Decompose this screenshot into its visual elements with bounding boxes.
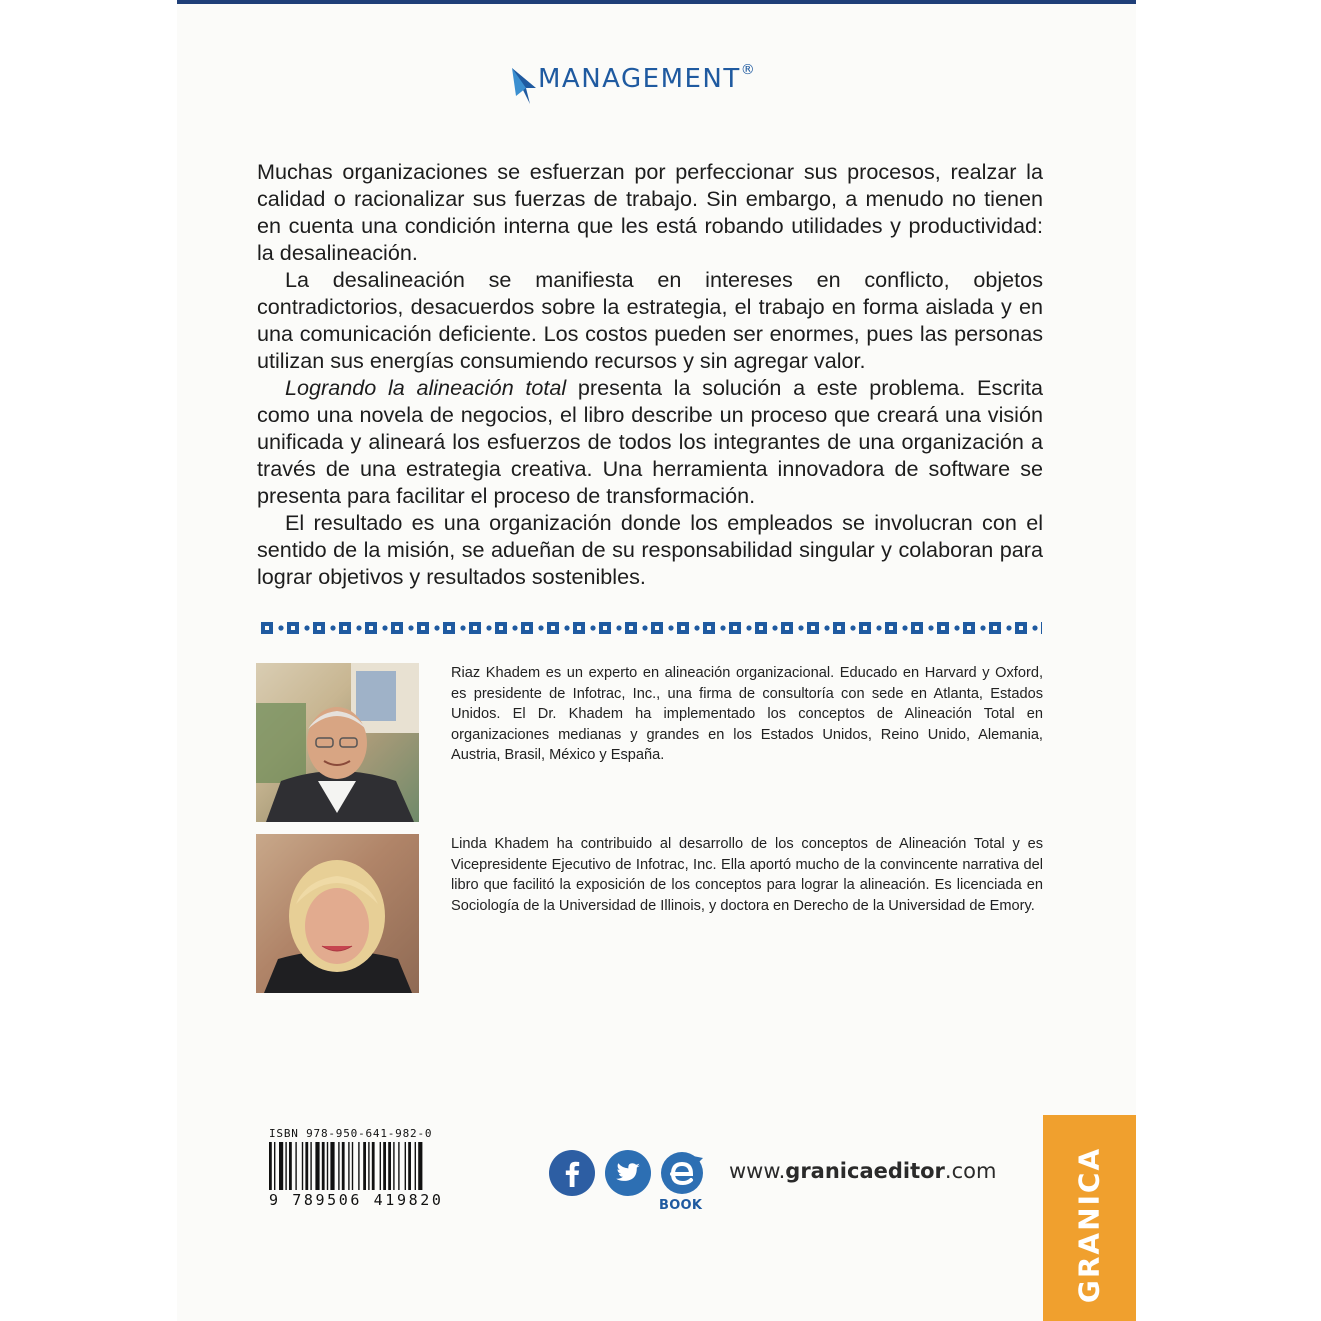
ornament-dot [616, 625, 621, 630]
ornament-motif [1041, 622, 1042, 634]
ornament-dot [564, 625, 569, 630]
management-logo [512, 60, 812, 104]
ornament-dot [408, 625, 413, 630]
publisher-name: GRANICA [1072, 1146, 1106, 1304]
ornament-dot [330, 625, 335, 630]
ornament-dot [486, 625, 491, 630]
description-paragraph-3: Logrando la alineación total presenta la solución a este problema. Escrita como una novela de negocios, el libro describe un proceso que creará una visión unificada y alineará los esfuerzos de todos los integrantes de una organización a través de una estrategia creativa. Una herramienta innovadora de software se presenta para facilitar el proceso de transformación. [257, 375, 1044, 508]
ornament-dot [590, 625, 595, 630]
ornament-dot [720, 625, 725, 630]
ebook-label: BOOK [659, 1198, 703, 1213]
author-photo-linda-khadem [256, 834, 419, 993]
ornament-dot [538, 625, 543, 630]
ornament-dot [356, 625, 361, 630]
description-paragraph-2: La desalineación se manifiesta en intereses en conflicto, objetos contradictorios, desacuerdos sobre la estrategia, el trabajo en forma aislada y en una comunicación deficiente. Los costos pueden ser enormes, pues las personas utilizan sus energías consumiendo recursos y sin agregar valor. [257, 267, 1043, 373]
brand-name: MANAGEMENT® [538, 62, 755, 94]
back-cover [177, 0, 1136, 1321]
ornament-dot [1032, 625, 1037, 630]
description-paragraph-4: El resultado es una organización donde los empleados se involucran con el sentido de la misión, se adueñan de su responsabilidad singular y colaboran para lograr objetivos y resultados sostenibles. [257, 510, 1043, 589]
decorative-divider [257, 618, 1042, 638]
ornament-dot [460, 625, 465, 630]
author-photo-riaz-khadem [256, 663, 419, 822]
isbn-label: ISBN 978-950-641-982-0 [269, 1127, 433, 1140]
author-bio-linda-khadem: Linda Khadem ha contribuido al desarrollo de los conceptos de Alineación Total y es Vicepresidente Ejecutivo de Infotrac, Inc. Ella aportó mucho de la convincente narrativa del libro que facilitó la exposición de los conceptos para lograr la alineación. Es licenciada en Sociología de la Universidad de Illinois, y doctora en Derecho de la Universidad de Emory. [451, 836, 1043, 914]
book-description [257, 158, 1043, 590]
ornament-dot [746, 625, 751, 630]
ornament-dot [694, 625, 699, 630]
ornament-dot [876, 625, 881, 630]
ornament-dot [772, 625, 777, 630]
description-paragraph-1: Muchas organizaciones se esfuerzan por perfeccionar sus procesos, realzar la calidad o racionalizar sus fuerzas de trabajo. Sin embargo, a menudo no tienen en cuenta una condición interna que les está robando utilidades y productividad: la desalineación. [257, 159, 1043, 265]
ornament-dot [850, 625, 855, 630]
ornament-dot [512, 625, 517, 630]
website-link[interactable]: www.granicaeditor.com [729, 1159, 997, 1183]
ornament-dot [278, 625, 283, 630]
ornament-dot [304, 625, 309, 630]
ebook-icon[interactable] [659, 1150, 705, 1196]
ornament-dot [1006, 625, 1011, 630]
ornament-dot [798, 625, 803, 630]
twitter-icon[interactable] [605, 1150, 651, 1196]
ornament-dot [928, 625, 933, 630]
top-rule [177, 0, 1136, 4]
ornament-dot [954, 625, 959, 630]
publisher-tab [1043, 1115, 1136, 1321]
registered-mark: ® [740, 62, 755, 78]
ornament-dot [642, 625, 647, 630]
ornament-dot [434, 625, 439, 630]
ornament-dot [824, 625, 829, 630]
facebook-icon[interactable] [549, 1150, 595, 1196]
ornament-dot [980, 625, 985, 630]
author-bio-riaz-khadem: Riaz Khadem es un experto en alineación organizacional. Educado en Harvard y Oxford, es presidente de Infotrac, Inc., una firma de consultoría con sede en Atlanta, Estados Unidos. El Dr. Khadem ha implementado los conceptos de Alineación Total en organizaciones medianas y grandes en los Estados Unidos, Reino Unido, Alemania, Austria, Brasil, México y España. [451, 665, 1043, 763]
ornament-dot [668, 625, 673, 630]
ornament-dot [902, 625, 907, 630]
ornament-dot [382, 625, 387, 630]
barcode [269, 1142, 445, 1192]
barcode-number: 9 789506 419820 [269, 1191, 444, 1209]
book-title: Logrando la alineación total [285, 375, 567, 400]
